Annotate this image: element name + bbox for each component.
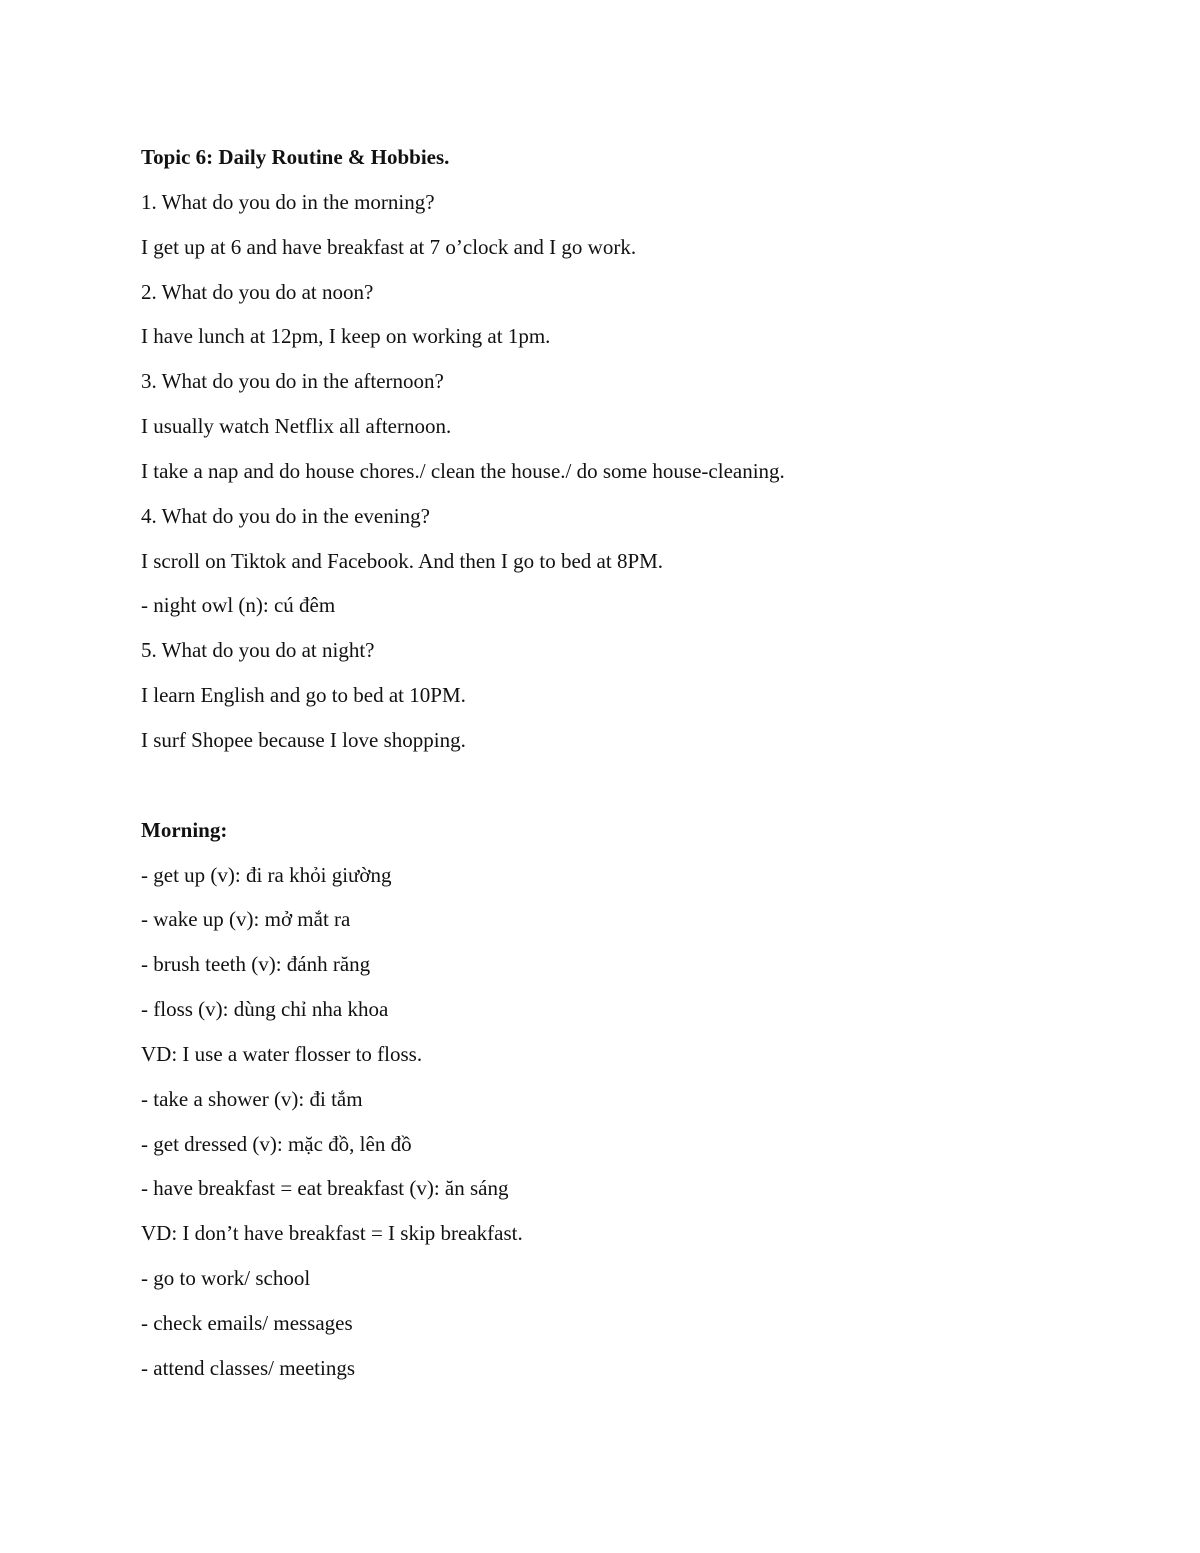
document-page — [141, 135, 1061, 1391]
vocab-line: - get up (v): đi ra khỏi giường — [141, 862, 392, 887]
morning-heading: Morning: — [141, 817, 228, 842]
spacer — [141, 763, 1061, 808]
vocab-line: - go to work/ school — [141, 1266, 311, 1291]
vocabulary-section — [141, 853, 1061, 1391]
text-line: 4. What do you do in the evening? — [141, 503, 430, 528]
text-line: 2. What do you do at noon? — [141, 279, 374, 304]
text-line: I learn English and go to bed at 10PM. — [141, 683, 466, 708]
text-line: 3. What do you do in the afternoon? — [141, 369, 444, 394]
text-line: I surf Shopee because I love shopping. — [141, 727, 466, 752]
text-line: I usually watch Netflix all afternoon. — [141, 414, 452, 439]
vocab-line: VD: I don’t have breakfast = I skip breakfast. — [141, 1221, 523, 1246]
vocab-line: VD: I use a water flosser to floss. — [141, 1041, 423, 1066]
text-line: I take a nap and do house chores./ clean the house./ do some house-cleaning. — [141, 458, 785, 483]
vocab-line: - attend classes/ meetings — [141, 1355, 356, 1380]
topic-title: Topic 6: Daily Routine & Hobbies. — [141, 145, 450, 169]
text-line: I get up at 6 and have breakfast at 7 o’clock and I go work. — [141, 234, 637, 259]
vocab-line: - floss (v): dùng chỉ nha khoa — [141, 997, 389, 1022]
text-line: - night owl (n): cú đêm — [141, 593, 336, 618]
vocab-line: - brush teeth (v): đánh răng — [141, 952, 371, 977]
vocab-line: - check emails/ messages — [141, 1310, 353, 1335]
text-line: I scroll on Tiktok and Facebook. And then I go to bed at 8PM. — [141, 548, 664, 573]
vocab-line: - have breakfast = eat breakfast (v): ăn sáng — [141, 1176, 509, 1201]
vocab-line: - take a shower (v): đi tắm — [141, 1086, 363, 1111]
text-line: I have lunch at 12pm, I keep on working at 1pm. — [141, 324, 551, 349]
vocab-line: - get dressed (v): mặc đồ, lên đồ — [141, 1131, 412, 1156]
vocab-line: - wake up (v): mở mắt ra — [141, 907, 351, 932]
text-line: 5. What do you do at night? — [141, 638, 375, 663]
text-line: 1. What do you do in the morning? — [141, 189, 435, 214]
qa-section — [141, 180, 1061, 763]
